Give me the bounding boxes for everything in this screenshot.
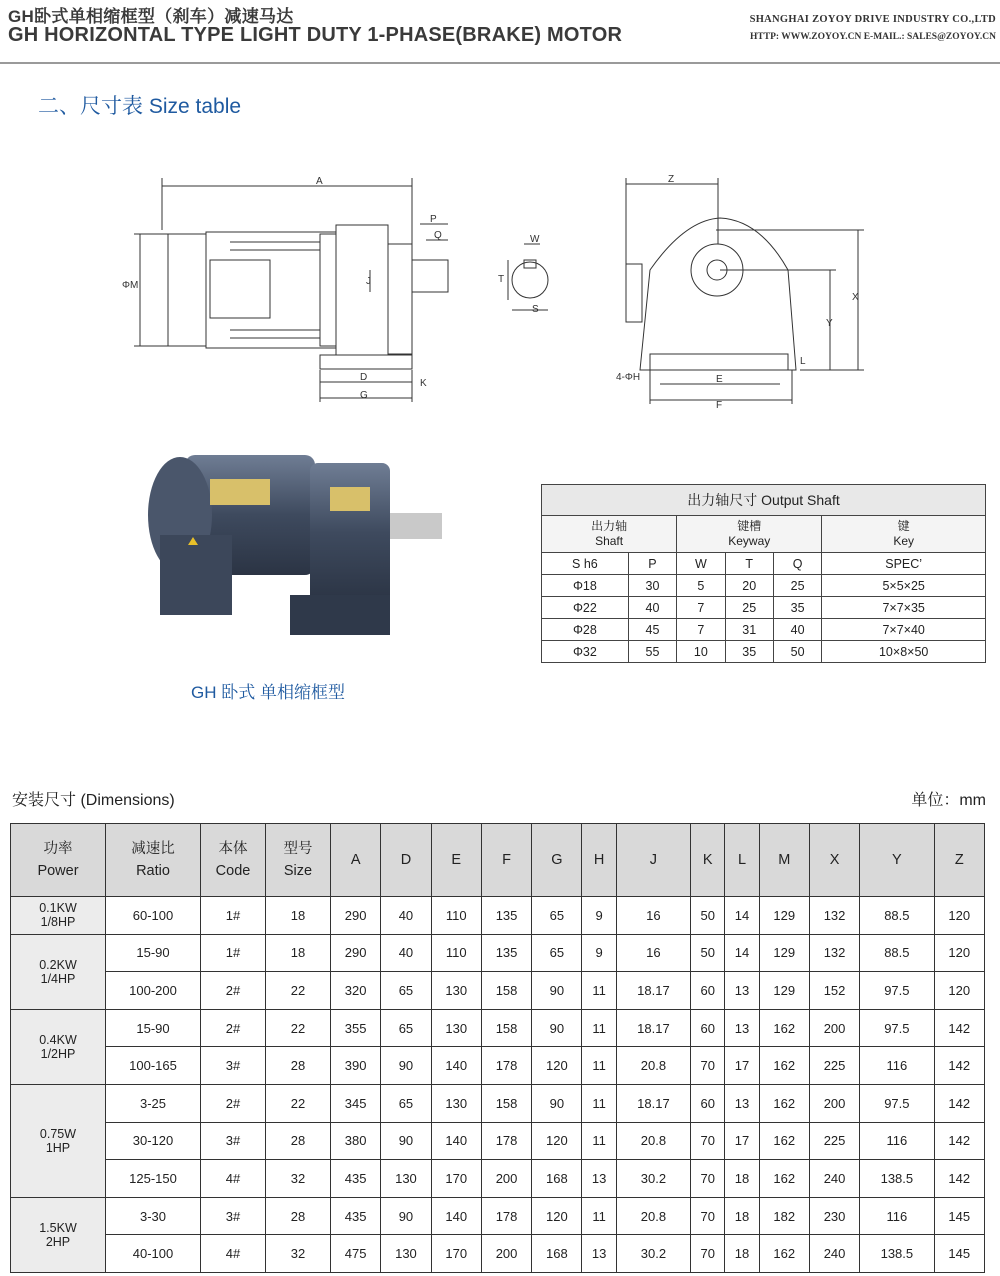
dimensions-body bbox=[11, 897, 985, 1273]
dimensions-cell: 15-90 bbox=[106, 1009, 201, 1047]
output-shaft-cell: 5×5×25 bbox=[822, 575, 986, 597]
dimensions-cell: 142 bbox=[934, 1084, 984, 1122]
dimensions-cell: 355 bbox=[331, 1009, 381, 1047]
dimensions-cell: 20.8 bbox=[616, 1197, 690, 1235]
dimensions-cell: 290 bbox=[331, 897, 381, 935]
dimensions-cell: 65 bbox=[381, 1084, 431, 1122]
output-shaft-cell: 35 bbox=[773, 597, 821, 619]
col-ratio: 减速比 Ratio bbox=[106, 824, 201, 897]
dimensions-cell: 14 bbox=[725, 897, 759, 935]
group-key: 键 Key bbox=[822, 516, 986, 553]
output-shaft-cell: Φ28 bbox=[542, 619, 629, 641]
output-shaft-col-header: T bbox=[725, 553, 773, 575]
dim-label-f: F bbox=[716, 400, 723, 410]
dimensions-cell: 3-30 bbox=[106, 1197, 201, 1235]
dimensions-cell: 65 bbox=[381, 1009, 431, 1047]
group-shaft: 出力轴 Shaft bbox=[542, 516, 677, 553]
dimensions-cell: 88.5 bbox=[860, 897, 934, 935]
dim-label-x: X bbox=[852, 292, 859, 303]
dimensions-cell: 200 bbox=[481, 1235, 531, 1273]
power-kw: 0.75W bbox=[39, 1126, 77, 1141]
output-shaft-cell: 50 bbox=[773, 641, 821, 663]
dimensions-cell: 390 bbox=[331, 1047, 381, 1085]
dimensions-cell: 162 bbox=[759, 1160, 809, 1198]
dimensions-cell: 130 bbox=[431, 972, 481, 1010]
dimensions-cell: 65 bbox=[381, 972, 431, 1010]
dimensions-cell: 22 bbox=[266, 1084, 331, 1122]
dimensions-cell: 132 bbox=[809, 897, 859, 935]
dimensions-cell: 22 bbox=[266, 972, 331, 1010]
dim-label-a: A bbox=[316, 176, 323, 187]
dimensions-cell: 40 bbox=[381, 934, 431, 972]
output-shaft-columns bbox=[542, 553, 986, 575]
output-shaft-cell: 7 bbox=[677, 619, 725, 641]
dimensions-cell: 110 bbox=[431, 934, 481, 972]
dimensions-row bbox=[11, 1084, 985, 1122]
col-x: X bbox=[809, 824, 859, 897]
output-shaft-cell: 10×8×50 bbox=[822, 641, 986, 663]
dimensions-cell: 3# bbox=[201, 1047, 266, 1085]
company-contact: HTTP: WWW.ZOYOY.CN E-MAIL.: SALES@ZOYOY.CN bbox=[750, 32, 996, 42]
dimensions-cell: 9 bbox=[582, 897, 616, 935]
dimensions-cell: 225 bbox=[809, 1047, 859, 1085]
dimensions-cell: 18 bbox=[725, 1197, 759, 1235]
dimensions-cell: 240 bbox=[809, 1160, 859, 1198]
output-shaft-body bbox=[542, 575, 986, 663]
output-shaft-title: 出力轴尺寸 Output Shaft bbox=[542, 485, 986, 516]
dimensions-cell: 30-120 bbox=[106, 1122, 201, 1160]
dimensions-cell: 3-25 bbox=[106, 1084, 201, 1122]
dimensions-cell: 90 bbox=[532, 1009, 582, 1047]
dimensions-cell: 345 bbox=[331, 1084, 381, 1122]
dimensions-cell: 65 bbox=[532, 934, 582, 972]
col-h: H bbox=[582, 824, 616, 897]
dimensions-cell: 97.5 bbox=[860, 1009, 934, 1047]
dimensions-cell: 70 bbox=[691, 1122, 725, 1160]
dimensions-cell: 168 bbox=[532, 1235, 582, 1273]
dimensions-row bbox=[11, 972, 985, 1010]
dimensions-cell: 60 bbox=[691, 1084, 725, 1122]
power-kw: 1.5KW bbox=[39, 1220, 77, 1235]
output-shaft-row bbox=[542, 597, 986, 619]
dimensions-cell: 3# bbox=[201, 1122, 266, 1160]
dimensions-cell: 240 bbox=[809, 1235, 859, 1273]
dim-label-m: ΦM bbox=[122, 280, 139, 291]
output-shaft-col-header: P bbox=[628, 553, 676, 575]
dimensions-cell: 11 bbox=[582, 1047, 616, 1085]
dimensions-cell: 97.5 bbox=[860, 1084, 934, 1122]
output-shaft-cell: 20 bbox=[725, 575, 773, 597]
dimensions-cell: 90 bbox=[381, 1047, 431, 1085]
col-l: L bbox=[725, 824, 759, 897]
dimensions-cell: 116 bbox=[860, 1122, 934, 1160]
dimensions-cell: 138.5 bbox=[860, 1235, 934, 1273]
dimensions-cell: 182 bbox=[759, 1197, 809, 1235]
output-shaft-cell: 55 bbox=[628, 641, 676, 663]
dimensions-cell: 145 bbox=[934, 1197, 984, 1235]
power-group-cell bbox=[11, 1009, 106, 1084]
dimensions-cell: 125-150 bbox=[106, 1160, 201, 1198]
dim-label-h: 4-ΦH bbox=[616, 372, 641, 383]
power-kw: 0.2KW bbox=[39, 957, 77, 972]
dimensions-cell: 152 bbox=[809, 972, 859, 1010]
dimensions-cell: 178 bbox=[481, 1197, 531, 1235]
output-shaft-cell: Φ32 bbox=[542, 641, 629, 663]
dimensions-cell: 32 bbox=[266, 1235, 331, 1273]
power-kw: 0.4KW bbox=[39, 1032, 77, 1047]
dimensions-cell: 90 bbox=[532, 1084, 582, 1122]
dimensions-cell: 13 bbox=[582, 1160, 616, 1198]
dimensions-cell: 129 bbox=[759, 897, 809, 935]
dimensions-cell: 145 bbox=[934, 1235, 984, 1273]
col-e: E bbox=[431, 824, 481, 897]
output-shaft-table bbox=[541, 484, 986, 663]
power-hp: 1/4HP bbox=[40, 971, 76, 986]
output-shaft-cell: 7×7×40 bbox=[822, 619, 986, 641]
output-shaft-cell: 25 bbox=[773, 575, 821, 597]
output-shaft-cell: 40 bbox=[773, 619, 821, 641]
power-group-cell bbox=[11, 897, 106, 935]
col-k: K bbox=[691, 824, 725, 897]
dimensions-cell: 116 bbox=[860, 1197, 934, 1235]
dimensions-row bbox=[11, 1009, 985, 1047]
dimensions-cell: 28 bbox=[266, 1047, 331, 1085]
dimensions-cell: 17 bbox=[725, 1122, 759, 1160]
dimensions-cell: 168 bbox=[532, 1160, 582, 1198]
dimensions-cell: 60-100 bbox=[106, 897, 201, 935]
dimensions-cell: 162 bbox=[759, 1047, 809, 1085]
col-g: G bbox=[532, 824, 582, 897]
dimensions-cell: 14 bbox=[725, 934, 759, 972]
dimensions-row bbox=[11, 934, 985, 972]
dimensions-cell: 28 bbox=[266, 1197, 331, 1235]
dimensions-cell: 16 bbox=[616, 897, 690, 935]
dimensions-cell: 138.5 bbox=[860, 1160, 934, 1198]
dimensions-cell: 2# bbox=[201, 972, 266, 1010]
dimensions-cell: 70 bbox=[691, 1197, 725, 1235]
dim-label-t: T bbox=[498, 274, 505, 285]
output-shaft-col-header: Q bbox=[773, 553, 821, 575]
dimensions-cell: 70 bbox=[691, 1160, 725, 1198]
dim-label-w: W bbox=[530, 234, 540, 245]
dimensions-cell: 130 bbox=[431, 1084, 481, 1122]
dimensions-cell: 130 bbox=[381, 1160, 431, 1198]
dimensions-table bbox=[10, 823, 985, 1273]
dimensions-cell: 178 bbox=[481, 1122, 531, 1160]
dimensions-cell: 40 bbox=[381, 897, 431, 935]
dimensions-cell: 30.2 bbox=[616, 1235, 690, 1273]
dimensions-cell: 4# bbox=[201, 1235, 266, 1273]
output-shaft-cell: 25 bbox=[725, 597, 773, 619]
dimensions-cell: 100-200 bbox=[106, 972, 201, 1010]
dimensions-cell: 90 bbox=[532, 972, 582, 1010]
dimensions-cell: 18 bbox=[266, 897, 331, 935]
dimensions-cell: 110 bbox=[431, 897, 481, 935]
dim-label-p: P bbox=[430, 214, 437, 225]
dimensions-cell: 200 bbox=[481, 1160, 531, 1198]
dimensions-cell: 3# bbox=[201, 1197, 266, 1235]
output-shaft-cell: 45 bbox=[628, 619, 676, 641]
dimensions-cell: 30.2 bbox=[616, 1160, 690, 1198]
output-shaft-col-header: SPEC’ bbox=[822, 553, 986, 575]
dimensions-row bbox=[11, 1235, 985, 1273]
dimensions-cell: 2# bbox=[201, 1009, 266, 1047]
dimensions-cell: 129 bbox=[759, 972, 809, 1010]
dim-label-g: G bbox=[360, 390, 368, 401]
output-shaft-cell: 10 bbox=[677, 641, 725, 663]
dimensions-cell: 170 bbox=[431, 1160, 481, 1198]
dimensions-cell: 13 bbox=[725, 1009, 759, 1047]
dimensions-cell: 32 bbox=[266, 1160, 331, 1198]
dimensions-cell: 60 bbox=[691, 1009, 725, 1047]
output-shaft-cell: 5 bbox=[677, 575, 725, 597]
output-shaft-row bbox=[542, 575, 986, 597]
col-m: M bbox=[759, 824, 809, 897]
output-shaft-cell: 35 bbox=[725, 641, 773, 663]
header-divider bbox=[0, 62, 1000, 64]
dim-label-e: E bbox=[716, 374, 723, 385]
power-hp: 1HP bbox=[45, 1140, 71, 1155]
dimensions-cell: 142 bbox=[934, 1009, 984, 1047]
dimensions-cell: 13 bbox=[725, 1084, 759, 1122]
dimensions-cell: 11 bbox=[582, 972, 616, 1010]
group-keyway: 键槽 Keyway bbox=[677, 516, 822, 553]
dimensions-cell: 120 bbox=[532, 1197, 582, 1235]
dimensions-cell: 100-165 bbox=[106, 1047, 201, 1085]
dimensions-cell: 200 bbox=[809, 1084, 859, 1122]
dimensions-cell: 140 bbox=[431, 1047, 481, 1085]
dimensions-cell: 20.8 bbox=[616, 1122, 690, 1160]
power-group-cell bbox=[11, 1197, 106, 1272]
output-shaft-cell: 7 bbox=[677, 597, 725, 619]
company-name: SHANGHAI ZOYOY DRIVE INDUSTRY CO.,LTD bbox=[749, 14, 996, 25]
dimensions-cell: 28 bbox=[266, 1122, 331, 1160]
power-hp: 1/2HP bbox=[40, 1046, 76, 1061]
dimensions-cell: 120 bbox=[532, 1047, 582, 1085]
output-shaft-cell: 40 bbox=[628, 597, 676, 619]
col-z: Z bbox=[934, 824, 984, 897]
col-f: F bbox=[481, 824, 531, 897]
output-shaft-row bbox=[542, 641, 986, 663]
dimensions-cell: 2# bbox=[201, 1084, 266, 1122]
dimensions-cell: 9 bbox=[582, 934, 616, 972]
dimensions-cell: 170 bbox=[431, 1235, 481, 1273]
dimensions-cell: 20.8 bbox=[616, 1047, 690, 1085]
dimensions-cell: 158 bbox=[481, 1084, 531, 1122]
dimensions-cell: 475 bbox=[331, 1235, 381, 1273]
dimensions-row bbox=[11, 1160, 985, 1198]
dim-label-s: S bbox=[532, 304, 539, 315]
dimensions-row bbox=[11, 1122, 985, 1160]
technical-drawing bbox=[120, 170, 880, 410]
dimensions-cell: 11 bbox=[582, 1197, 616, 1235]
power-hp: 1/8HP bbox=[40, 915, 76, 930]
dimensions-cell: 50 bbox=[691, 934, 725, 972]
output-shaft-cell: Φ18 bbox=[542, 575, 629, 597]
dimensions-cell: 380 bbox=[331, 1122, 381, 1160]
dimensions-cell: 116 bbox=[860, 1047, 934, 1085]
dimensions-cell: 225 bbox=[809, 1122, 859, 1160]
dimensions-cell: 290 bbox=[331, 934, 381, 972]
output-shaft-col-header: S h6 bbox=[542, 553, 629, 575]
dimensions-cell: 135 bbox=[481, 897, 531, 935]
dimensions-cell: 200 bbox=[809, 1009, 859, 1047]
dimensions-cell: 50 bbox=[691, 897, 725, 935]
dimensions-cell: 162 bbox=[759, 1122, 809, 1160]
dimensions-cell: 18.17 bbox=[616, 1009, 690, 1047]
dimensions-cell: 13 bbox=[582, 1235, 616, 1273]
dimensions-cell: 40-100 bbox=[106, 1235, 201, 1273]
dim-label-j: J bbox=[366, 276, 371, 287]
dimensions-cell: 11 bbox=[582, 1084, 616, 1122]
dimensions-cell: 140 bbox=[431, 1122, 481, 1160]
dimensions-cell: 435 bbox=[331, 1197, 381, 1235]
section-title: 二、尺寸表 Size table bbox=[38, 95, 242, 118]
dim-label-z: Z bbox=[668, 174, 675, 185]
dimensions-cell: 162 bbox=[759, 1235, 809, 1273]
dim-label-y: Y bbox=[826, 318, 833, 329]
dimensions-cell: 22 bbox=[266, 1009, 331, 1047]
dimensions-cell: 88.5 bbox=[860, 934, 934, 972]
dimensions-cell: 18.17 bbox=[616, 972, 690, 1010]
dimensions-cell: 162 bbox=[759, 1009, 809, 1047]
header-title-en: GH HORIZONTAL TYPE LIGHT DUTY 1-PHASE(BRAKE) MOTOR bbox=[8, 24, 623, 46]
dimensions-cell: 60 bbox=[691, 972, 725, 1010]
dimensions-cell: 158 bbox=[481, 972, 531, 1010]
dimensions-cell: 70 bbox=[691, 1235, 725, 1273]
dimensions-cell: 178 bbox=[481, 1047, 531, 1085]
dimensions-cell: 1# bbox=[201, 934, 266, 972]
output-shaft-cell: 31 bbox=[725, 619, 773, 641]
dimensions-cell: 230 bbox=[809, 1197, 859, 1235]
col-a: A bbox=[331, 824, 381, 897]
power-hp: 2HP bbox=[45, 1234, 71, 1249]
dimensions-cell: 17 bbox=[725, 1047, 759, 1085]
dimensions-cell: 18 bbox=[725, 1160, 759, 1198]
dimensions-cell: 158 bbox=[481, 1009, 531, 1047]
dimensions-cell: 90 bbox=[381, 1197, 431, 1235]
dimensions-cell: 320 bbox=[331, 972, 381, 1010]
output-shaft-cell: 7×7×35 bbox=[822, 597, 986, 619]
dimensions-cell: 120 bbox=[934, 934, 984, 972]
dimensions-cell: 435 bbox=[331, 1160, 381, 1198]
dimensions-cell: 132 bbox=[809, 934, 859, 972]
dimensions-cell: 11 bbox=[582, 1009, 616, 1047]
dimensions-cell: 13 bbox=[725, 972, 759, 1010]
col-power: 功率 Power bbox=[11, 824, 106, 897]
dimensions-cell: 1# bbox=[201, 897, 266, 935]
photo-caption: GH 卧式 单相缩框型 bbox=[191, 683, 345, 702]
output-shaft-row bbox=[542, 619, 986, 641]
dimensions-row bbox=[11, 1197, 985, 1235]
dim-label-k: K bbox=[420, 378, 427, 389]
dimensions-cell: 11 bbox=[582, 1122, 616, 1160]
dim-label-d: D bbox=[360, 372, 368, 383]
dimensions-cell: 120 bbox=[934, 897, 984, 935]
output-shaft-col-header: W bbox=[677, 553, 725, 575]
header-title-cn: GH卧式单相缩框型（刹车）减速马达 bbox=[8, 7, 294, 26]
dimensions-cell: 142 bbox=[934, 1047, 984, 1085]
dimensions-cell: 18 bbox=[725, 1235, 759, 1273]
dimensions-row bbox=[11, 897, 985, 935]
power-kw: 0.1KW bbox=[39, 901, 77, 916]
unit-label: 单位：mm bbox=[911, 792, 986, 809]
dimensions-cell: 4# bbox=[201, 1160, 266, 1198]
dimensions-cell: 129 bbox=[759, 934, 809, 972]
output-shaft-cell: 30 bbox=[628, 575, 676, 597]
power-group-cell bbox=[11, 934, 106, 1009]
col-j: J bbox=[616, 824, 690, 897]
dimensions-cell: 120 bbox=[532, 1122, 582, 1160]
dimensions-cell: 15-90 bbox=[106, 934, 201, 972]
dimensions-cell: 130 bbox=[431, 1009, 481, 1047]
dimensions-cell: 142 bbox=[934, 1160, 984, 1198]
dimensions-cell: 97.5 bbox=[860, 972, 934, 1010]
dimensions-cell: 70 bbox=[691, 1047, 725, 1085]
col-size: 型号 Size bbox=[266, 824, 331, 897]
col-code: 本体 Code bbox=[201, 824, 266, 897]
dimensions-header-row bbox=[11, 824, 985, 897]
dim-label-l: L bbox=[800, 356, 806, 367]
dimensions-label: 安装尺寸 (Dimensions) bbox=[12, 792, 175, 809]
dimensions-cell: 65 bbox=[532, 897, 582, 935]
dimensions-cell: 142 bbox=[934, 1122, 984, 1160]
dimensions-cell: 130 bbox=[381, 1235, 431, 1273]
dimensions-cell: 162 bbox=[759, 1084, 809, 1122]
dimensions-cell: 18.17 bbox=[616, 1084, 690, 1122]
dimensions-row bbox=[11, 1047, 985, 1085]
col-y: Y bbox=[860, 824, 934, 897]
dimensions-cell: 135 bbox=[481, 934, 531, 972]
dim-label-q: Q bbox=[434, 230, 442, 241]
output-shaft-cell: Φ22 bbox=[542, 597, 629, 619]
dimensions-cell: 18 bbox=[266, 934, 331, 972]
col-d: D bbox=[381, 824, 431, 897]
dimensions-cell: 120 bbox=[934, 972, 984, 1010]
power-group-cell bbox=[11, 1084, 106, 1197]
dimensions-cell: 140 bbox=[431, 1197, 481, 1235]
motor-product-photo bbox=[130, 445, 460, 655]
dimensions-cell: 16 bbox=[616, 934, 690, 972]
dimensions-cell: 90 bbox=[381, 1122, 431, 1160]
